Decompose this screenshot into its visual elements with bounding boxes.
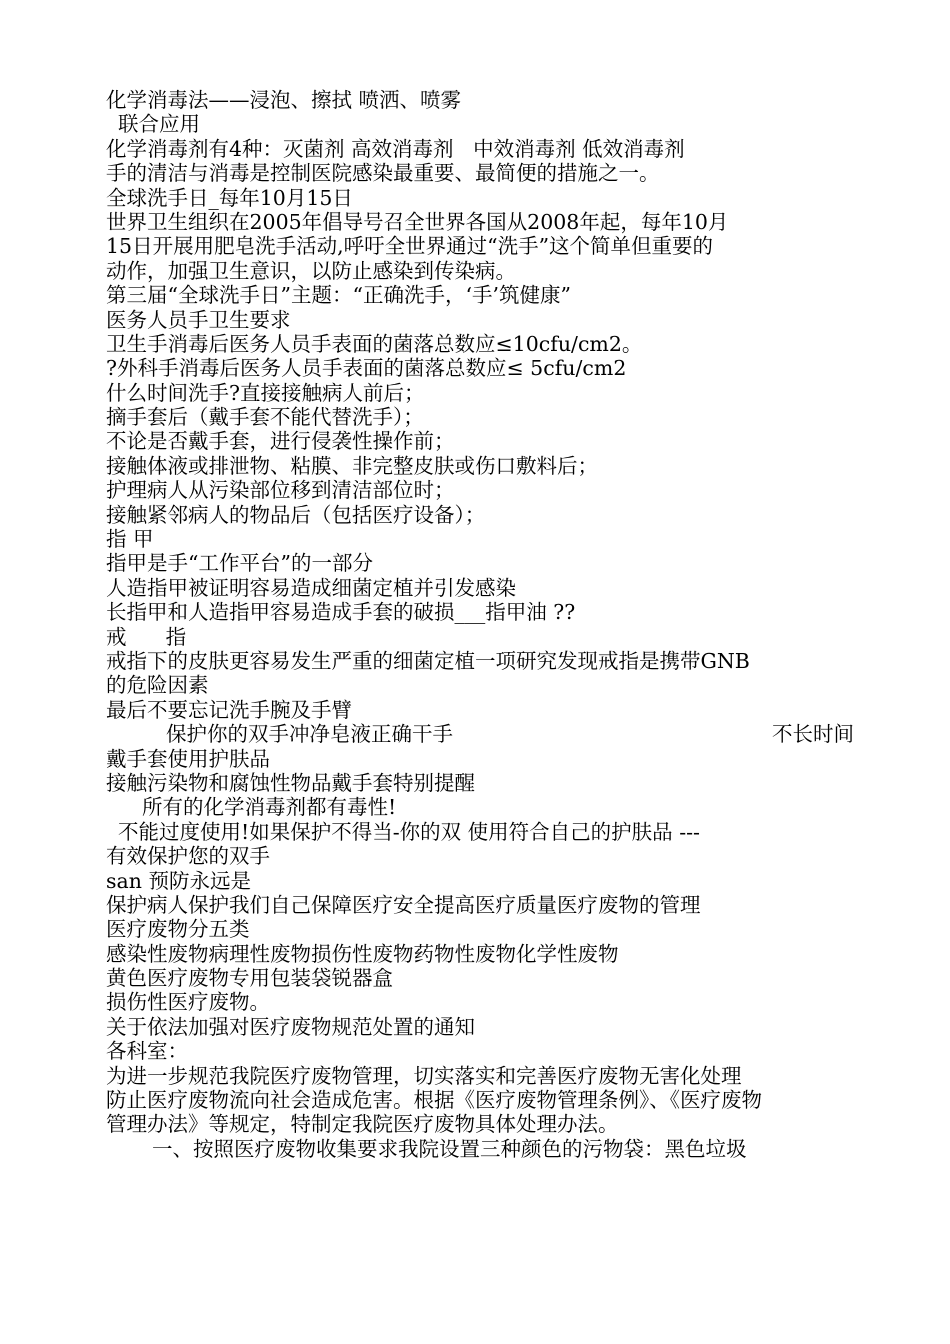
text-line: 卫生手消毒后医务人员手表面的菌落总数应≤10cfu/cm2。	[106, 331, 643, 356]
text-line: 人造指甲被证明容易造成细菌定植并引发感染	[106, 575, 516, 600]
text-line: 手的清洁与消毒是控制医院感染最重要、最简便的措施之一。	[106, 161, 660, 186]
split-line	[106, 722, 854, 746]
text-line: 戒指下的皮肤更容易发生严重的细菌定植一项研究发现戒指是携带GNB	[106, 648, 750, 673]
document-body	[106, 88, 854, 1161]
text-line: 不能过度使用!如果保护不得当-你的双 使用符合自己的护肤品 ---	[118, 819, 700, 844]
text-line: 指甲是手“工作平台”的一部分	[106, 551, 373, 576]
text-line-left: 保护你的双手冲净皂液正确干手	[166, 722, 453, 747]
text-line: 保护病人保护我们自己保障医疗安全提高医疗质量医疗废物的管理	[106, 892, 701, 917]
text-line: 化学消毒法——浸泡、擦拭 喷洒、喷雾	[106, 88, 462, 112]
text-line: 联合应用	[118, 112, 200, 137]
text-line: 最后不要忘记洗手腕及手臂	[106, 697, 352, 722]
text-line: ?外科手消毒后医务人员手表面的菌落总数应≤ 5cfu/cm2	[106, 356, 627, 381]
section-heading: 指 甲	[106, 527, 154, 552]
text-line: 感染性废物病理性废物损伤性废物药物性废物化学性废物	[106, 941, 619, 966]
text-line: 损伤性医疗废物。	[106, 990, 270, 1015]
section-heading: 戒 指	[106, 624, 187, 649]
text-line: 什么时间洗手?直接接触病人前后；	[106, 380, 425, 405]
text-line: 为进一步规范我院医疗废物管理，切实落实和完善医疗废物无害化处理	[106, 1063, 742, 1088]
text-line: 动作，加强卫生意识，以防止感染到传染病。	[106, 258, 516, 283]
text-line: 护理病人从污染部位移到清洁部位时；	[106, 478, 455, 503]
text-line: 不论是否戴手套，进行侵袭性操作前；	[106, 429, 455, 454]
text-line: 接触紧邻病人的物品后（包括医疗设备）；	[106, 502, 486, 527]
text-line: 接触污染物和腐蚀性物品戴手套特别提醒	[106, 770, 475, 795]
text-line: 世界卫生组织在2005年倡导号召全世界各国从2008年起，每年10月	[106, 209, 729, 234]
text-line: 有效保护您的双手	[106, 844, 270, 869]
text-line: 医疗废物分五类	[106, 917, 250, 942]
text-line: 化学消毒剂有4种：灭菌剂 高效消毒剂 中效消毒剂 低效消毒剂	[106, 136, 685, 161]
text-line: 医务人员手卫生要求	[106, 307, 291, 332]
text-line: 管理办法》等规定，特制定我院医疗废物具体处理办法。	[106, 1112, 619, 1137]
text-line-right: 不长时间	[772, 722, 854, 747]
text-line: 的危险因素	[106, 673, 209, 698]
text-line: 防止医疗废物流向社会造成危害。根据《医疗废物管理条例》、《医疗废物	[106, 1088, 762, 1113]
text-line: 第三届“全球洗手日”主题：“正确洗手，‘手’筑健康”	[106, 283, 571, 308]
notice-salutation: 各科室：	[106, 1039, 188, 1064]
notice-title: 关于依法加强对医疗废物规范处置的通知	[106, 1014, 475, 1039]
text-line: 全球洗手日_每年10月15日	[106, 185, 353, 210]
text-line: san 预防永远是	[106, 868, 251, 893]
text-line: 接触体液或排泄物、粘膜、非完整皮肤或伤口敷料后；	[106, 453, 598, 478]
text-line: 一、按照医疗废物收集要求我院设置三种颜色的污物袋：黑色垃圾	[152, 1136, 747, 1161]
text-line: 15日开展用肥皂洗手活动,呼吁全世界通过“洗手”这个简单但重要的	[106, 234, 714, 259]
text-line: 摘手套后（戴手套不能代替洗手）；	[106, 405, 424, 430]
text-line: 所有的化学消毒剂都有毒性!	[142, 795, 397, 820]
text-line: 长指甲和人造指甲容易造成手套的破损___指甲油 ??	[106, 600, 576, 625]
text-line: 戴手套使用护肤品	[106, 746, 270, 771]
text-line: 黄色医疗废物专用包装袋锐器盒	[106, 966, 393, 991]
